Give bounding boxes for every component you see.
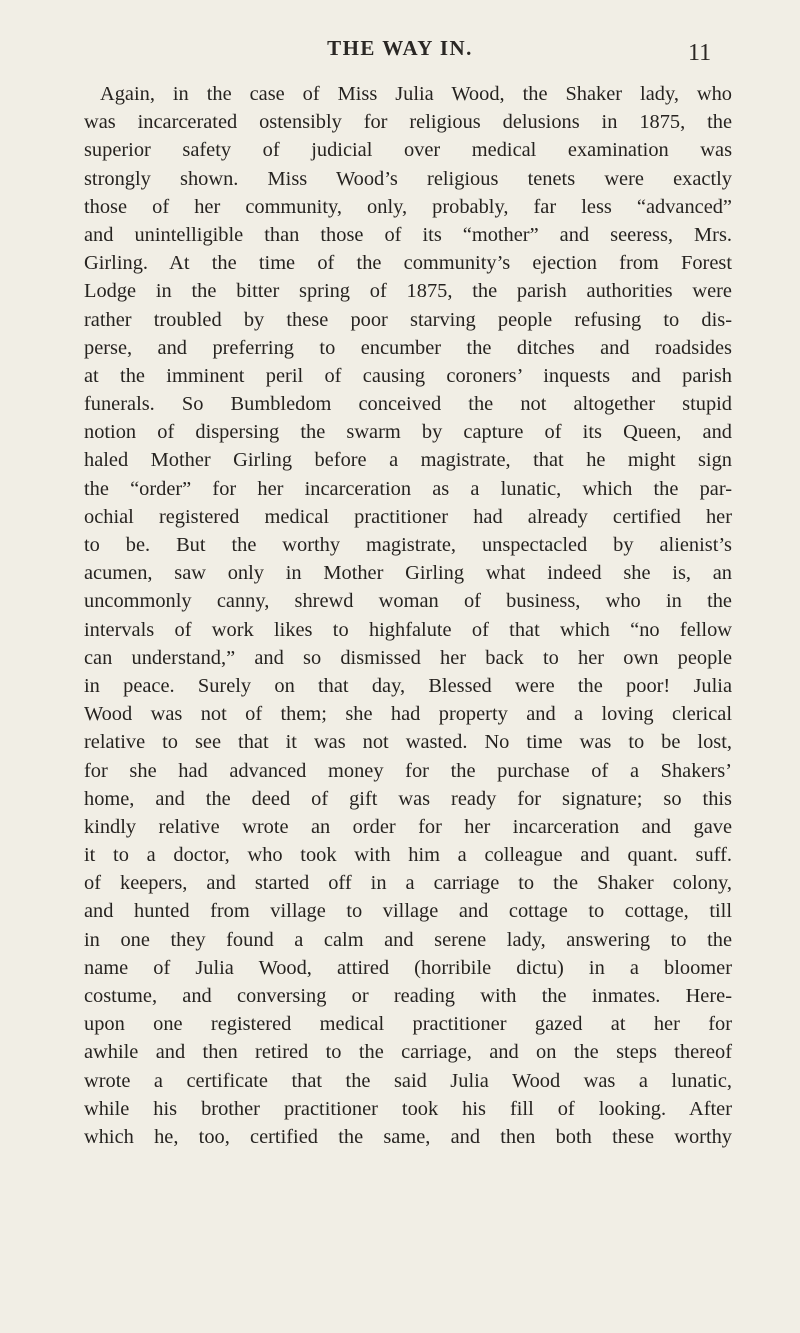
text-line: of keepers, and started off in a carriage to the Shaker colony,	[84, 872, 732, 895]
text-line: at the imminent peril of causing coroners’ inquests and parish	[84, 364, 732, 387]
text-line: haled Mother Girling before a magistrate, that he might sign	[84, 449, 732, 472]
page-number: 11	[688, 40, 712, 66]
text-line: which he, too, certified the same, and then both these worthy	[84, 1125, 732, 1148]
text-line: notion of dispersing the swarm by capture of its Queen, and	[84, 421, 732, 444]
text-line: home, and the deed of gift was ready for signature; so this	[84, 787, 732, 810]
text-line: it to a doctor, who took with him a colleague and quant. suff.	[84, 844, 732, 867]
text-line: relative to see that it was not wasted. No time was to be lost,	[84, 731, 732, 754]
text-line: superior safety of judicial over medical examination was	[84, 139, 732, 162]
text-line: intervals of work likes to highfalute of that which “no fellow	[84, 618, 732, 641]
text-line: name of Julia Wood, attired (horribile dictu) in a bloomer	[84, 956, 732, 979]
text-line: costume, and conversing or reading with the inmates. Here-	[84, 985, 732, 1007]
body-paragraph	[84, 80, 732, 1151]
text-line: upon one registered medical practitioner gazed at her for	[84, 1013, 732, 1036]
text-line: awhile and then retired to the carriage, and on the steps thereof	[84, 1041, 732, 1064]
text-line: in peace. Surely on that day, Blessed were the poor! Julia	[84, 674, 732, 697]
text-line: funerals. So Bumbledom conceived the not altogether stupid	[84, 393, 732, 416]
text-line: kindly relative wrote an order for her incarceration and gave	[84, 815, 732, 838]
text-line: while his brother practitioner took his fill of looking. After	[84, 1097, 732, 1120]
running-head	[0, 36, 800, 76]
text-line: uncommonly canny, shrewd woman of business, who in the	[84, 590, 732, 613]
text-line: those of her community, only, probably, far less “advanced”	[84, 195, 732, 218]
text-line: the “order” for her incarceration as a lunatic, which the par-	[84, 477, 732, 500]
text-line: Lodge in the bitter spring of 1875, the parish authorities were	[84, 280, 732, 303]
text-line: Wood was not of them; she had property and a loving clerical	[84, 703, 732, 726]
text-line: for she had advanced money for the purchase of a Shakers’	[84, 759, 732, 782]
running-head-title: THE WAY IN.	[327, 36, 473, 60]
text-line: wrote a certificate that the said Julia Wood was a lunatic,	[84, 1069, 732, 1092]
text-line: can understand,” and so dismissed her back to her own people	[84, 646, 732, 669]
text-line: and unintelligible than those of its “mother” and seeress, Mrs.	[84, 223, 732, 246]
text-line: Again, in the case of Miss Julia Wood, the Shaker lady, who	[100, 83, 732, 105]
text-line: ochial registered medical practitioner had already certified her	[84, 505, 732, 528]
text-line: to be. But the worthy magistrate, unspectacled by alienist’s	[84, 534, 732, 556]
text-line: acumen, saw only in Mother Girling what indeed she is, an	[84, 562, 732, 585]
text-line: rather troubled by these poor starving people refusing to dis-	[84, 308, 732, 331]
text-line: and hunted from village to village and cottage to cottage, till	[84, 900, 732, 923]
text-line: in one they found a calm and serene lady, answering to the	[84, 928, 732, 951]
text-line: perse, and preferring to encumber the ditches and roadsides	[84, 336, 732, 359]
text-line: Girling. At the time of the community’s ejection from Forest	[84, 252, 732, 275]
text-line: was incarcerated ostensibly for religious delusions in 1875, the	[84, 111, 732, 134]
text-line: strongly shown. Miss Wood’s religious tenets were exactly	[84, 167, 732, 190]
